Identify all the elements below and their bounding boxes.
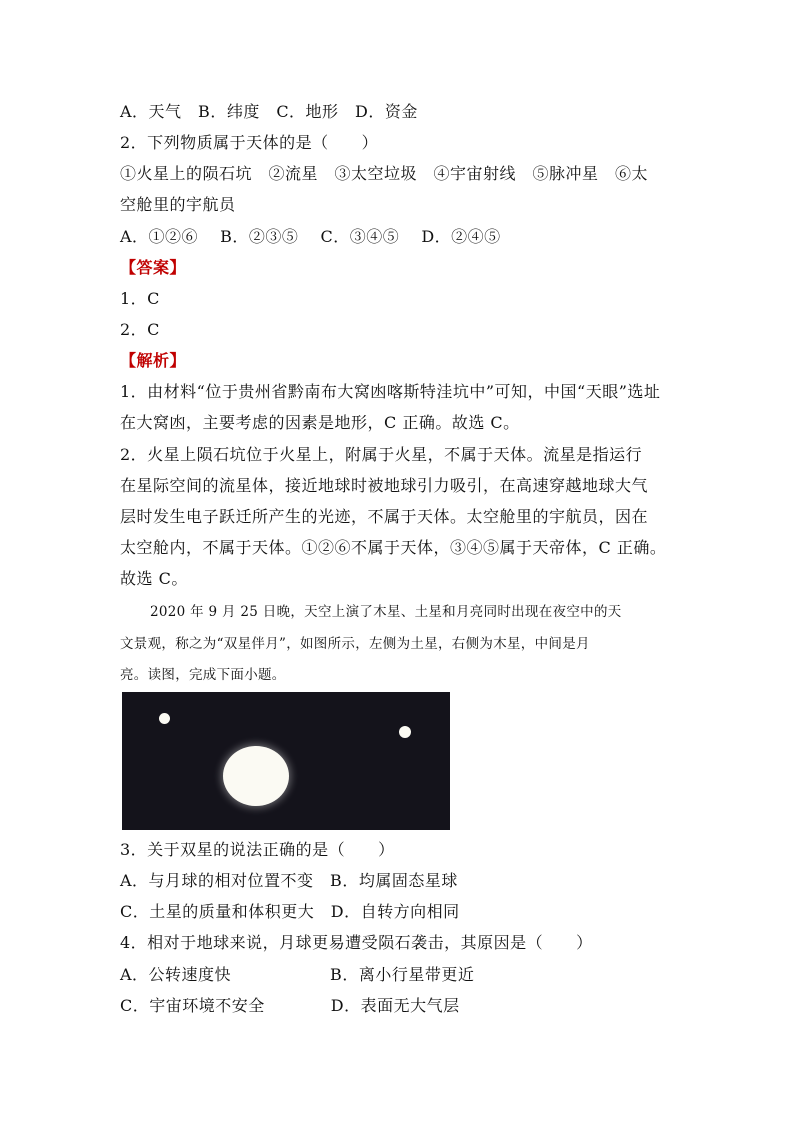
q2-items-line2: 空舱里的宇航员 [120,195,236,214]
analysis-line: 在大窝凼，主要考虑的因素是地形，C 正确。故选 C。 [120,413,520,432]
night-sky-photo [122,692,450,830]
analysis-line: 在星际空间的流星体，接近地球时被地球引力吸引，在高速穿越地球大气 [120,476,649,495]
analysis-line: 层时发生电子跃迁所产生的光迹，不属于天体。太空舱里的宇航员，因在 [120,507,649,526]
jupiter-dot [399,726,411,738]
q3-stem: 3．关于双星的说法正确的是（ ） [120,840,395,859]
q4-options-line1: A．公转速度快 B．离小行星带更近 [120,965,475,984]
q2-options: A．①②⑥ B．②③⑤ C．③④⑤ D．②④⑤ [120,227,501,246]
q3-options-line1: A．与月球的相对位置不变 B．均属固态星球 [120,871,458,890]
q2-items-line1: ①火星上的陨石坑 ②流星 ③太空垃圾 ④宇宙射线 ⑤脉冲星 ⑥太 [120,164,649,183]
analysis-line: 1．由材料“位于贵州省黔南布大窝凼喀斯特洼坑中”可知，中国“天眼”选址 [120,382,661,401]
analysis-heading: 【解析】 [120,351,187,370]
q4-options-line2: C．宇宙环境不安全 D．表面无大气层 [120,996,460,1015]
moon-disc [223,746,289,806]
material-line: 文景观，称之为“双星伴月”，如图所示，左侧为土星，右侧为木星，中间是月 [120,636,590,652]
q3-options-line2: C．土星的质量和体积更大 D．自转方向相同 [120,902,460,921]
analysis-line: 2．火星上陨石坑位于火星上，附属于火星，不属于天体。流星是指运行 [120,445,643,464]
q4-stem: 4．相对于地球来说，月球更易遭受陨石袭击，其原因是（ ） [120,933,593,952]
material-line: 亮。读图，完成下面小题。 [120,667,286,683]
q2-stem: 2．下列物质属于天体的是（ ） [120,133,379,152]
saturn-dot [159,713,170,724]
answer-2: 2．C [120,320,160,339]
analysis-line: 故选 C。 [120,569,188,588]
material-line: 2020 年 9 月 25 日晚，天空上演了木星、土星和月亮同时出现在夜空中的天 [150,604,622,620]
analysis-line: 太空舱内，不属于天体。①②⑥不属于天体，③④⑤属于天帝体，C 正确。 [120,538,667,557]
answer-1: 1．C [120,289,160,308]
q1-options: A．天气 B．纬度 C．地形 D．资金 [120,102,418,121]
answer-heading: 【答案】 [120,258,187,277]
